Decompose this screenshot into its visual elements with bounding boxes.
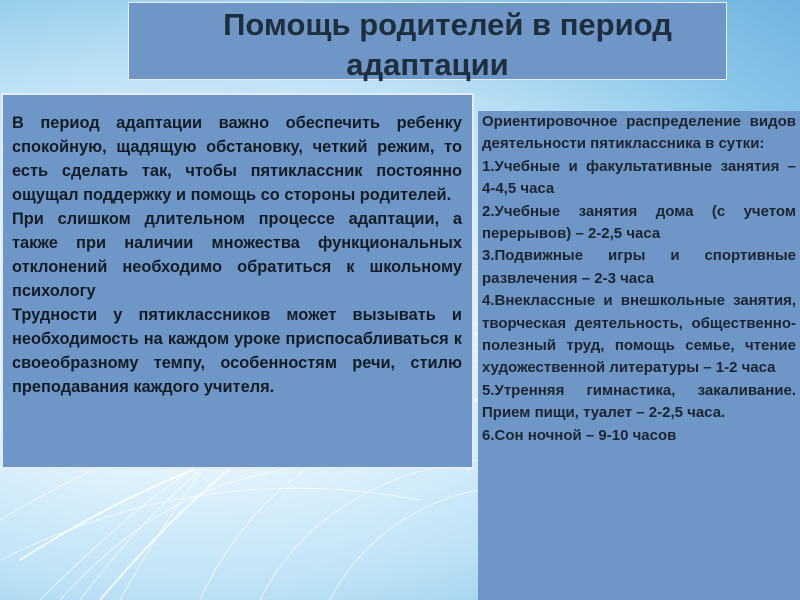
advice-paragraph-3: Трудности у пятиклассников может вызывать и необходимость на каждом уроке приспосабливаться к своеобразному темпу, особенностям речи, стилю преподавания каждого учителя. <box>12 306 462 396</box>
schedule-item-6: 6.Сон ночной – 9-10 часов <box>482 426 677 444</box>
advice-paragraph-1: В период адаптации важно обеспечить ребенку спокойную, щадящую обстановку, четкий режим, то есть сделать так, чтобы пятиклассник постоянно ощущал поддержку и помощь со стороны родителей. <box>12 114 462 204</box>
schedule-item-2: 2.Учебные занятия дома (с учетом перерывов) – 2-2,5 часа <box>482 202 796 243</box>
title-line-2: адаптации <box>346 47 509 82</box>
schedule-item-5: 5.Утренняя гимнастика, закаливание. Прием пищи, туалет – 2-2,5 часа. <box>482 381 796 422</box>
title-line-1: Помощь родителей в период <box>223 7 672 42</box>
schedule-item-3: 3.Подвижные игры и спортивные развлечения – 2-3 часа <box>482 247 796 287</box>
schedule-intro: Ориентировочное распределение видов деятельности пятиклассника в сутки: <box>482 113 796 153</box>
schedule-item-1: 1.Учебные и факультативные занятия – 4-4,5 часа <box>482 157 796 198</box>
adaptation-advice-panel <box>1 93 474 469</box>
daily-schedule-panel <box>478 111 800 600</box>
schedule-item-4: 4.Внеклассные и внешкольные занятия, творческая деятельность, общественно-полезный труд, помощь семье, чтение художественной литературы – 1-2 часа <box>482 292 796 377</box>
advice-paragraph-2: При слишком длительном процессе адаптации, а также при наличии множества функциональных отклонений необходимо обратиться к школьному психологу <box>12 210 462 300</box>
slide-title <box>128 2 727 80</box>
